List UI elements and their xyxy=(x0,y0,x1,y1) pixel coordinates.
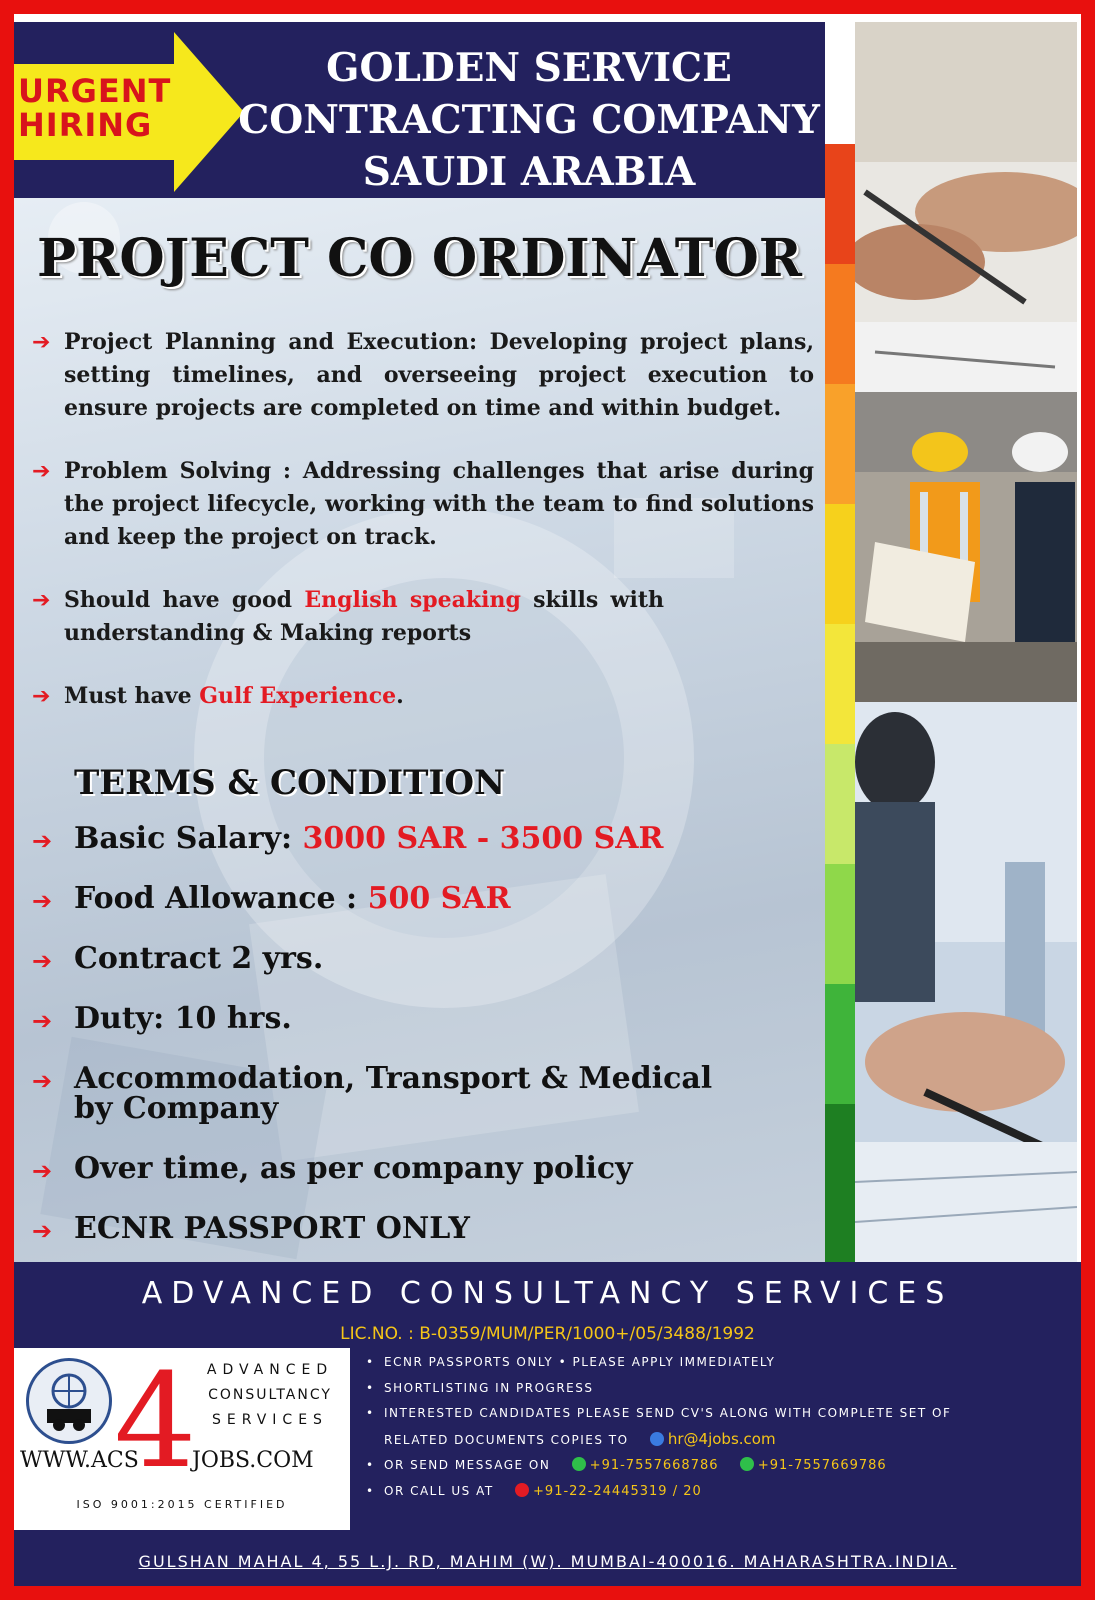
website-left: WWW.ACS xyxy=(20,1448,139,1473)
job-details-panel xyxy=(14,198,825,1262)
info-text: RELATED DOCUMENTS COPIES TO xyxy=(384,1432,629,1447)
rainbow-strip xyxy=(825,144,855,1262)
application-info xyxy=(366,1350,1066,1504)
email-link[interactable]: hr@4jobs.com xyxy=(667,1429,776,1448)
badge-line-1: URGENT xyxy=(18,72,172,110)
terms-list xyxy=(32,821,812,1262)
info-line xyxy=(366,1401,1066,1427)
arrow-right-icon: ➔ xyxy=(32,1157,53,1185)
website-right: JOBS.COM xyxy=(192,1448,314,1473)
job-title: PROJECT CO ORDINATOR xyxy=(37,228,802,289)
urgent-hiring-badge xyxy=(18,74,218,142)
duties-list xyxy=(32,326,814,741)
arrow-right-icon: ➔ xyxy=(32,827,53,855)
agency-logo xyxy=(14,1345,350,1530)
term-label: Accommodation, Transport & Medical by Company xyxy=(74,1061,713,1126)
whatsapp-icon xyxy=(572,1457,586,1471)
arrow-right-icon: ➔ xyxy=(32,330,51,355)
logo-digit: 4 xyxy=(114,1345,197,1497)
bullet-icon: • xyxy=(366,1458,375,1472)
architect-desk-photo xyxy=(855,702,1077,1262)
phone-icon xyxy=(515,1483,529,1497)
info-text: SHORTLISTING IN PROGRESS xyxy=(384,1380,594,1395)
email-icon xyxy=(650,1432,664,1446)
duty-text: Problem Solving : Addressing challenges that arise during the project lifecycle, working with the team to find solutions and keep the project on track. xyxy=(64,458,814,550)
duty-text-pre: Should have good xyxy=(64,587,305,613)
company-line-3: SAUDI ARABIA xyxy=(362,149,696,195)
arrow-right-icon: ➔ xyxy=(32,1007,53,1035)
globe-icon xyxy=(29,1361,109,1441)
arrow-right-icon: ➔ xyxy=(32,1067,53,1095)
arrow-right-icon: ➔ xyxy=(32,887,53,915)
whatsapp-icon xyxy=(740,1457,754,1471)
duty-text-post: skills with understanding & Making reports xyxy=(64,587,665,646)
info-text: OR SEND MESSAGE ON xyxy=(384,1458,551,1472)
company-line-2: CONTRACTING COMPANY xyxy=(238,97,820,143)
duty-item xyxy=(32,326,814,425)
logo-line-3: SERVICES xyxy=(212,1412,328,1428)
term-item xyxy=(32,941,812,976)
whatsapp-number-2[interactable]: +91-7557669786 xyxy=(757,1458,887,1473)
blueprint-drawing-photo xyxy=(855,22,1077,392)
duty-text: Project Planning and Execution: Developing project plans, setting timelines, and overseeing project execution to ensure projects are completed on time and within budget. xyxy=(64,329,814,421)
arrow-right-icon: ➔ xyxy=(32,684,51,709)
logo-text xyxy=(190,1358,350,1433)
header-banner xyxy=(14,22,825,198)
arrow-right-icon: ➔ xyxy=(32,1217,53,1245)
term-value: 500 SAR xyxy=(367,881,511,916)
engineers-on-site-photo xyxy=(855,392,1077,702)
photo-column xyxy=(855,22,1077,1262)
phone-number[interactable]: +91-22-24445319 / 20 xyxy=(533,1483,702,1499)
agency-name: ADVANCED CONSULTANCY SERVICES xyxy=(141,1276,954,1311)
term-label: Food Allowance : xyxy=(74,881,368,916)
bullet-icon: • xyxy=(366,1355,375,1369)
info-line xyxy=(366,1453,1066,1479)
logo-line-2: CONSULTANCY xyxy=(208,1387,332,1403)
company-line-1: GOLDEN SERVICE xyxy=(326,45,732,91)
company-name xyxy=(229,42,829,198)
iso-certification: ISO 9001:2015 CERTIFIED xyxy=(76,1498,288,1511)
term-item xyxy=(32,881,812,916)
duty-highlight: Gulf Experience xyxy=(199,683,397,709)
term-value: 3000 SAR - 3500 SAR xyxy=(302,821,664,856)
duty-highlight: English speaking xyxy=(304,587,521,613)
term-label: Duty: 10 hrs. xyxy=(74,1001,292,1036)
duty-item xyxy=(32,455,814,554)
bullet-icon: • xyxy=(366,1483,375,1498)
term-item xyxy=(32,821,812,856)
website[interactable] xyxy=(20,1448,350,1473)
duty-item xyxy=(32,584,664,650)
term-label: ECNR PASSPORT ONLY xyxy=(74,1211,470,1246)
duty-text-pre: Must have xyxy=(64,683,200,709)
term-item xyxy=(32,1151,812,1186)
bullet-icon: • xyxy=(366,1406,375,1420)
duty-item xyxy=(32,680,814,713)
info-text: ECNR PASSPORTS ONLY • PLEASE APPLY IMMEDIATELY xyxy=(384,1355,776,1369)
arrow-right-icon: ➔ xyxy=(32,459,51,484)
info-line xyxy=(366,1479,1066,1505)
info-line xyxy=(366,1427,1066,1454)
term-label: Basic Salary: xyxy=(74,821,303,856)
bullet-icon: • xyxy=(366,1380,375,1395)
term-item xyxy=(32,1211,812,1246)
term-item xyxy=(32,1001,812,1036)
job-poster xyxy=(14,14,1081,1586)
term-item xyxy=(32,1061,754,1126)
footer xyxy=(14,1262,1081,1586)
term-label: Contract 2 yrs. xyxy=(74,941,324,976)
whatsapp-number-1[interactable]: +91-7557668786 xyxy=(589,1458,719,1473)
duty-text-post: . xyxy=(396,683,404,709)
info-line xyxy=(366,1376,1066,1402)
info-text: INTERESTED CANDIDATES PLEASE SEND CV'S ALONG WITH COMPLETE SET OF xyxy=(384,1406,952,1420)
logo-line-1: ADVANCED xyxy=(206,1362,334,1378)
terms-heading: TERMS & CONDITION xyxy=(74,763,506,803)
info-line xyxy=(366,1350,1066,1376)
term-label: Over time, as per company policy xyxy=(74,1151,633,1186)
office-address: GULSHAN MAHAL 4, 55 L.J. RD, MAHIM (W). MUMBAI-400016. MAHARASHTRA.INDIA. xyxy=(138,1552,957,1571)
badge-line-2: HIRING xyxy=(18,106,153,144)
arrow-right-icon: ➔ xyxy=(32,947,53,975)
arrow-right-icon: ➔ xyxy=(32,588,51,613)
globe-seal-icon xyxy=(26,1358,112,1444)
license-number: LIC.NO. : B-0359/MUM/PER/1000+/05/3488/1992 xyxy=(340,1324,755,1344)
info-text: OR CALL US AT xyxy=(384,1483,494,1498)
